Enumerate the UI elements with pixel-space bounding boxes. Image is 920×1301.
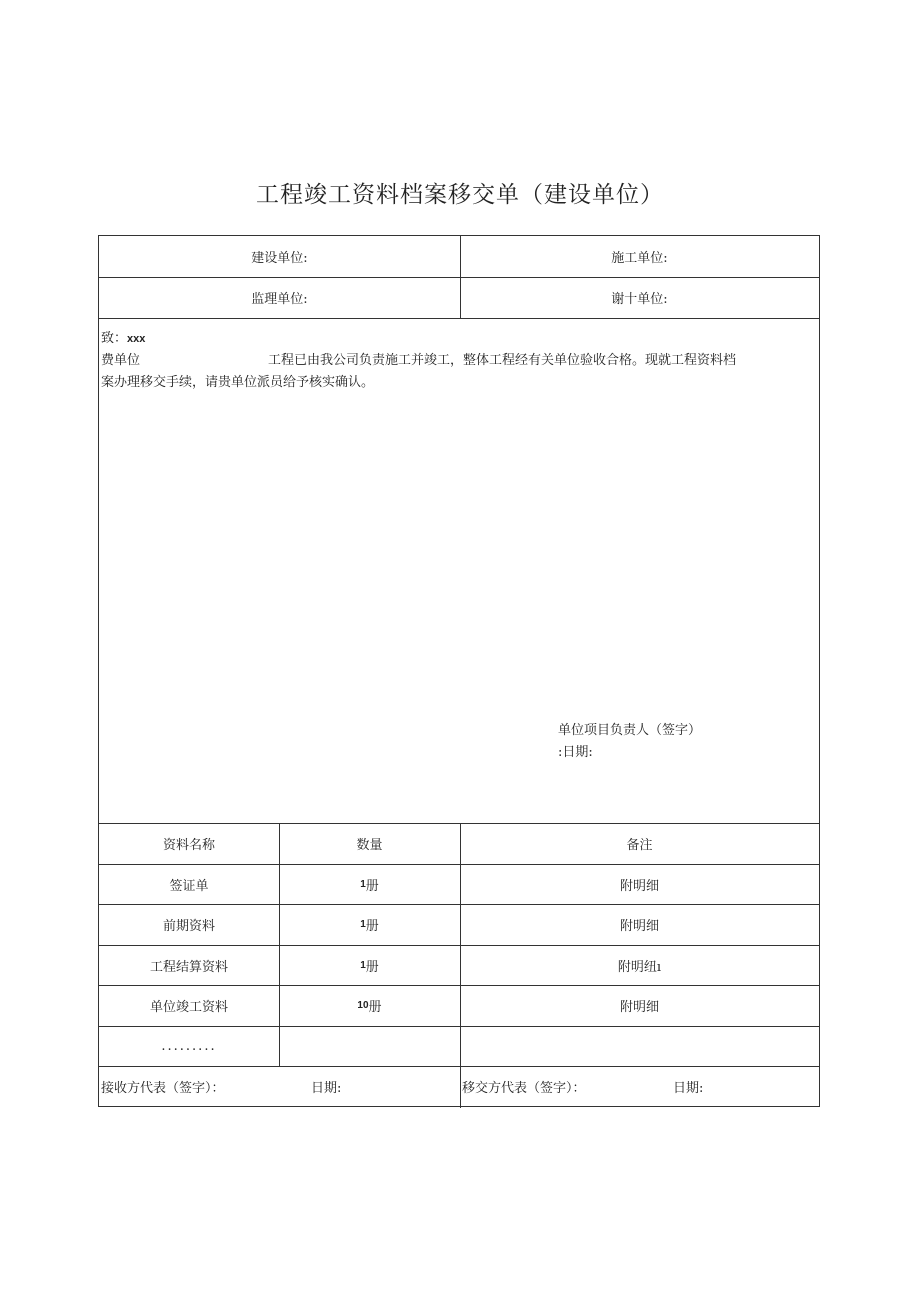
column-header-note: 备注 — [626, 838, 653, 853]
row-name: 工程结算资料 — [149, 959, 228, 975]
row-name: 签证单 — [169, 878, 209, 894]
construction-unit-label: 建设单位: — [251, 251, 308, 266]
sign-date-label: :日期: — [558, 745, 593, 760]
row-note: 附明细 — [619, 919, 659, 934]
receiver-date-label: 日期: — [311, 1081, 342, 1096]
row-name: ......... — [161, 1038, 217, 1054]
divider — [99, 318, 819, 319]
letter-line-1 — [101, 350, 781, 372]
row-quantity: 1 册 — [360, 959, 379, 975]
contractor-unit-label: 施工单位: — [611, 251, 668, 266]
row-quantity: 1 册 — [360, 919, 379, 934]
letter-line-1-start: 费单位 — [101, 353, 141, 368]
column-header-quantity: 数量 — [356, 838, 383, 853]
row-name: 前期资料 — [162, 919, 215, 934]
row-quantity — [279, 1026, 460, 1066]
row-note: 附明细 — [619, 1000, 659, 1015]
transfer-form — [98, 235, 820, 1107]
supervision-unit-label: 监理单位: — [251, 292, 308, 307]
letter-addressee — [101, 328, 781, 350]
other-unit-label: 谢十单位: — [611, 292, 668, 307]
column-header-name: 资料名称 — [162, 838, 215, 853]
to-label: 致： — [101, 331, 128, 346]
letter-line-1-rest: 工程已由我公司负责施工并竣工，整体工程经有关单位验收合格。现就工程资料档 — [268, 353, 737, 368]
row-note: 附明细 — [619, 878, 659, 894]
signature-block — [558, 720, 701, 764]
row-note — [460, 1026, 819, 1066]
transferor-date-label: 日期: — [673, 1081, 704, 1096]
row-name: 单位竣工资料 — [149, 1000, 228, 1015]
row-quantity: 1 册 — [360, 878, 379, 894]
letter-body — [101, 328, 781, 394]
letter-line-2: 案办理移交手续，请贵单位派员给予核实确认。 — [101, 375, 375, 390]
signer-label: 单位项目负责人（签字） — [558, 723, 702, 738]
row-quantity: 10 册 — [357, 1000, 382, 1015]
document-title: 工程竣工资料档案移交单（建设单位） — [256, 182, 664, 208]
transferor-signature-label: 移交方代表（签字）： — [462, 1081, 586, 1096]
to-value: xxx — [127, 333, 146, 345]
row-note: 附明纽ı — [617, 959, 662, 975]
receiver-signature-label: 接收方代表（签字）： — [101, 1081, 225, 1096]
